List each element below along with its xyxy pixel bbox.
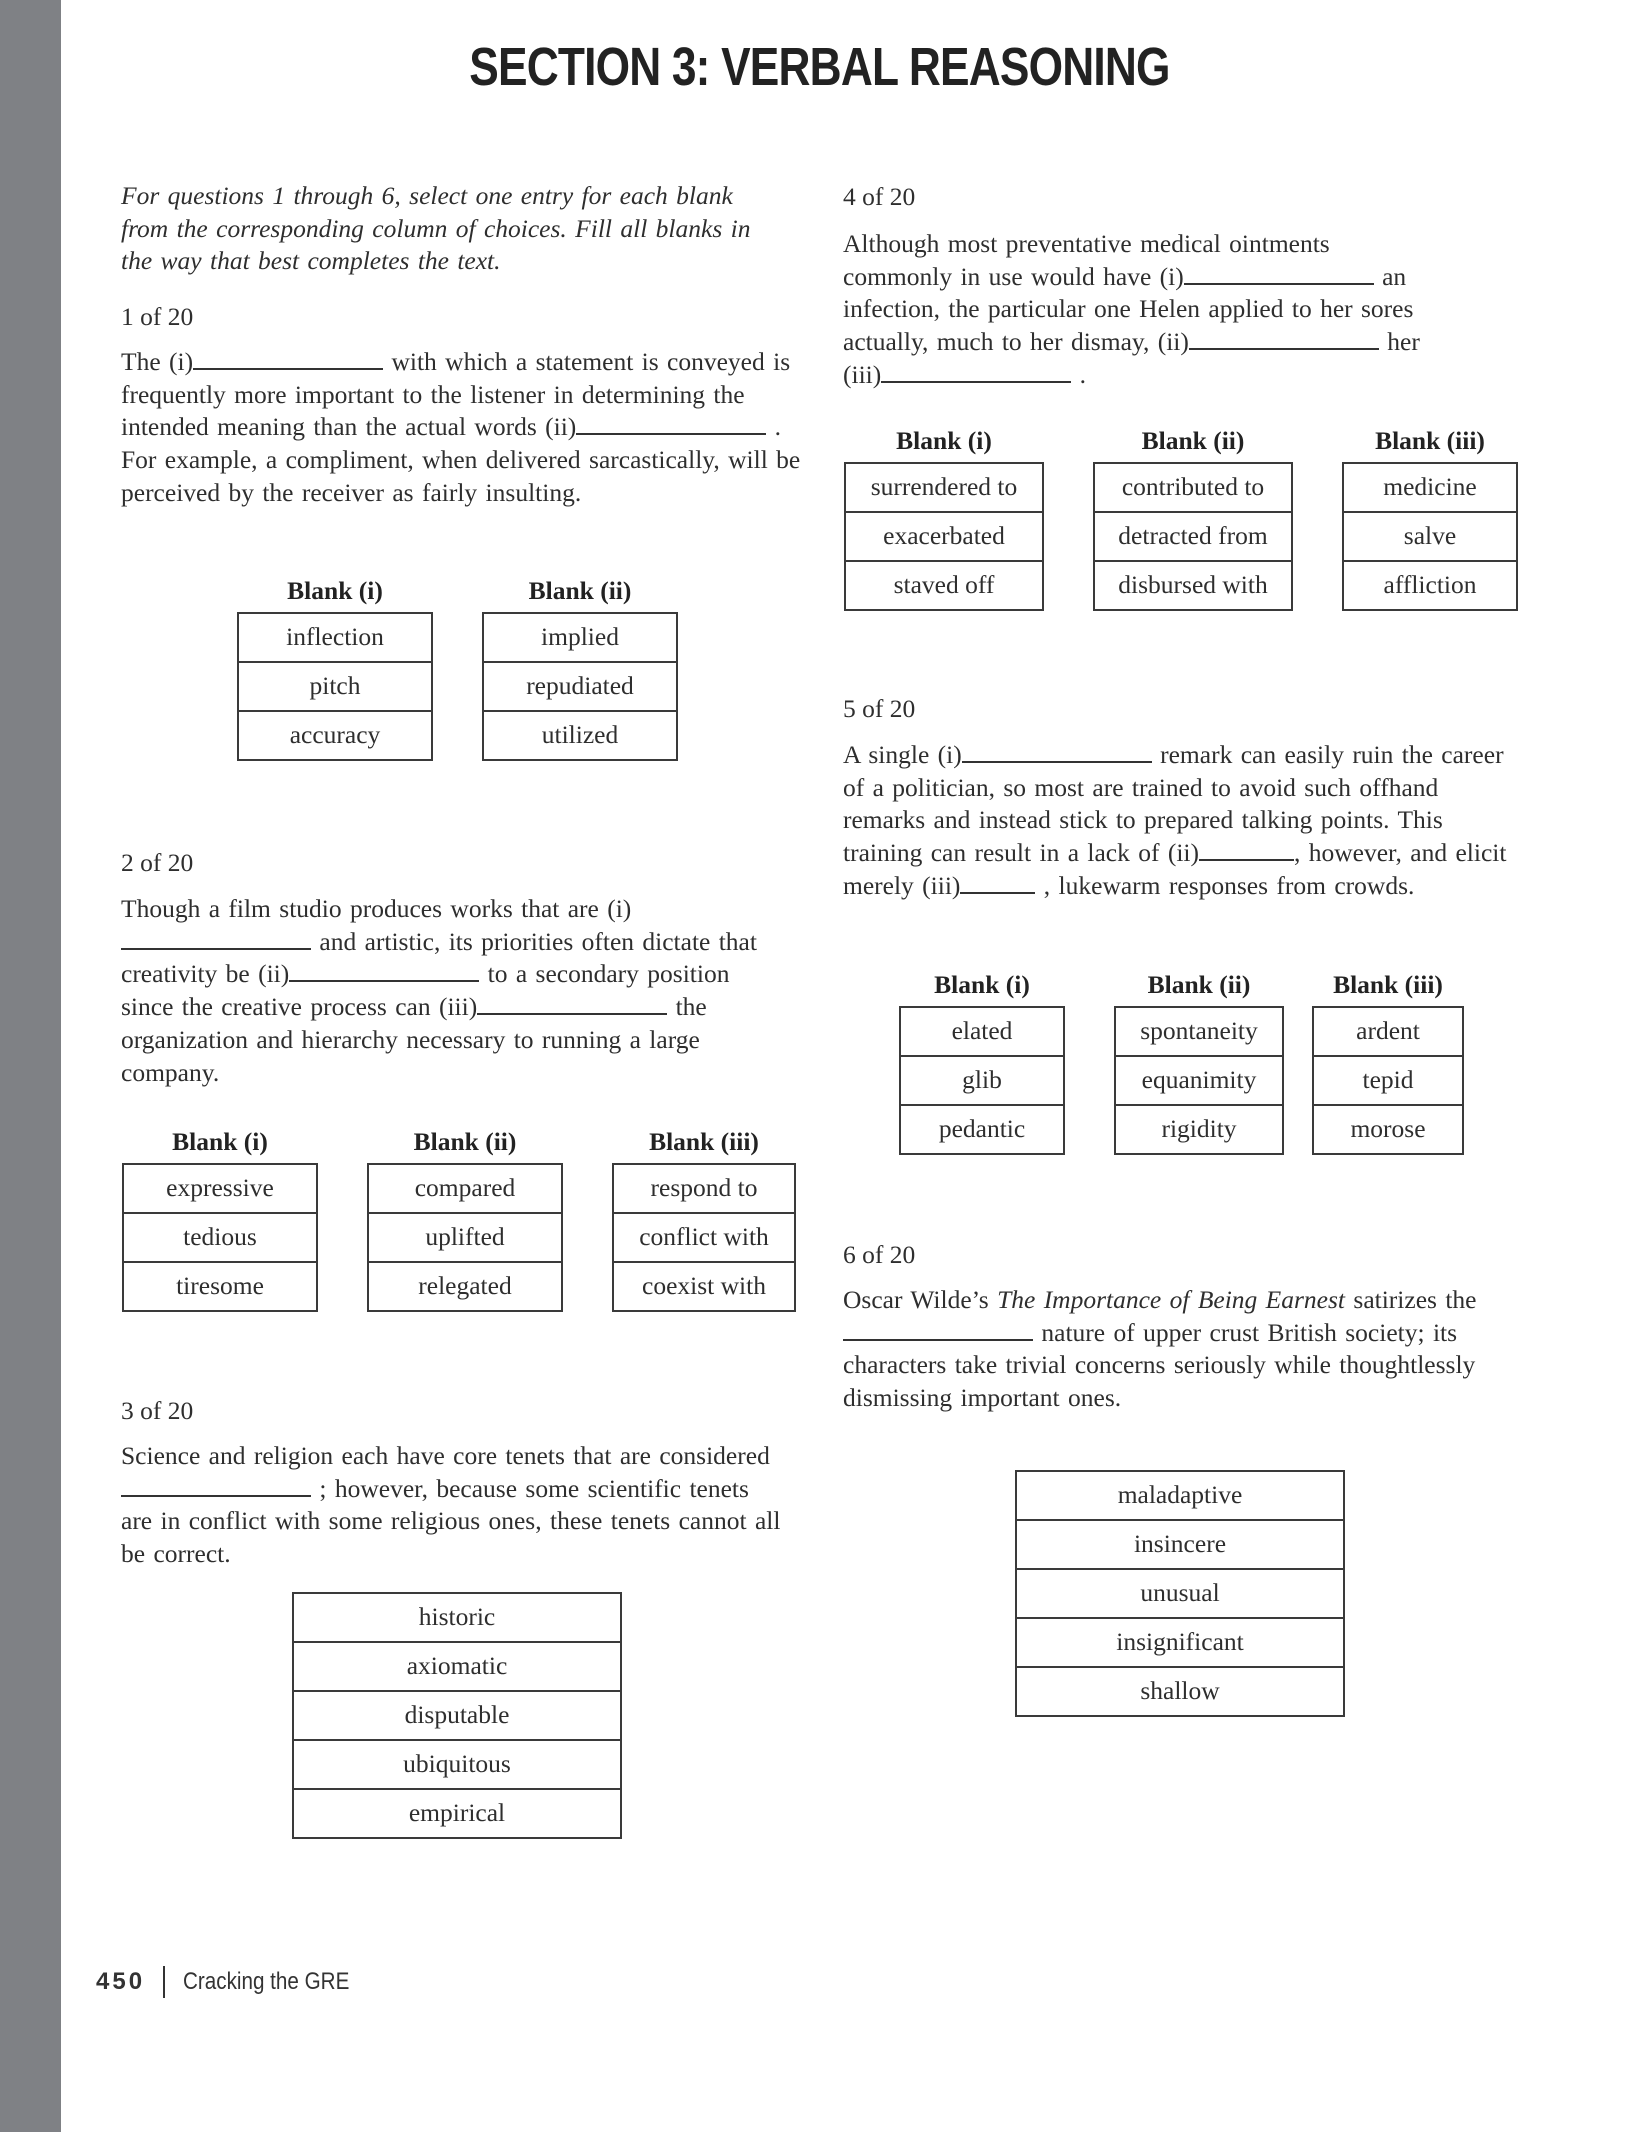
column-header: Blank (ii) [528, 576, 632, 605]
answer-option[interactable]: accuracy [239, 710, 431, 759]
text-segment: . For example, a compliment, when delivered sarcastically, will be perceived by the receiver as fairly insulting. [121, 412, 801, 507]
q1-blank-ii-column [482, 574, 678, 761]
blank-iii [960, 870, 1035, 894]
blank-i [1184, 261, 1374, 285]
text-segment: Science and religion each have core tenets that are considered [121, 1441, 770, 1470]
column-header: Blank (i) [934, 970, 1030, 999]
answer-option[interactable]: ardent [1356, 1016, 1420, 1045]
blank [121, 1473, 311, 1497]
text-segment: The (i) [121, 347, 194, 376]
blank [843, 1317, 1033, 1341]
column-header: Blank (i) [172, 1127, 268, 1156]
answer-option[interactable]: equanimity [1116, 1055, 1282, 1104]
answer-option[interactable]: historic [418, 1602, 496, 1631]
answer-option[interactable]: rigidity [1116, 1104, 1282, 1153]
column-header: Blank (ii) [413, 1127, 517, 1156]
answer-option[interactable]: implied [541, 622, 619, 651]
answer-option[interactable]: morose [1314, 1104, 1462, 1153]
options-box [1015, 1470, 1345, 1717]
question-4-text [843, 228, 1443, 392]
answer-option[interactable]: pedantic [901, 1104, 1063, 1153]
answer-option[interactable]: utilized [484, 710, 676, 759]
question-2-text [121, 893, 761, 1089]
answer-option[interactable]: contributed to [1121, 472, 1265, 501]
answer-option[interactable]: respond to [650, 1173, 758, 1202]
text-segment: ; however, because some scientific tenets are in conflict with some religious ones, these tenets cannot all be correct. [121, 1473, 781, 1569]
blank-iii [881, 359, 1071, 383]
text-segment: , however, and elicit merely (iii) [843, 838, 1507, 900]
q2-blank-ii-column [367, 1125, 563, 1312]
q5-blank-ii-column [1114, 968, 1284, 1155]
options-box [1114, 1006, 1284, 1155]
options-box [292, 1592, 622, 1839]
text-segment: with which a statement is conveyed is frequently more important to the listener in determining the intended meaning than the actual words (ii) [121, 347, 791, 442]
answer-option[interactable]: glib [901, 1055, 1063, 1104]
answer-option[interactable]: staved off [846, 560, 1042, 609]
q3-choices-column [292, 1592, 622, 1839]
answer-option[interactable]: uplifted [369, 1212, 561, 1261]
options-box [899, 1006, 1065, 1155]
column-header: Blank (i) [287, 576, 383, 605]
answer-option[interactable]: relegated [369, 1261, 561, 1310]
text-segment: A single (i) [843, 740, 962, 769]
question-1-text [121, 346, 801, 510]
answer-option[interactable]: surrendered to [870, 472, 1018, 501]
text-segment: Although most preventative medical ointments commonly in use would have (i) [843, 229, 1330, 291]
answer-option[interactable]: unusual [1017, 1568, 1343, 1617]
text-segment: her (iii) [843, 327, 1420, 389]
answer-option[interactable]: inflection [286, 622, 384, 651]
answer-option[interactable]: repudiated [484, 661, 676, 710]
instructions: For questions 1 through 6, select one entry for each blank from the corresponding column of choices. Fill all blanks in the way that best completes the text. [121, 181, 751, 276]
answer-option[interactable]: detracted from [1095, 511, 1291, 560]
text-segment: . [1071, 359, 1086, 389]
answer-option[interactable]: spontaneity [1140, 1016, 1258, 1045]
column-header: Blank (ii) [1147, 970, 1251, 999]
question-3-text [121, 1440, 781, 1571]
q4-blank-i-column [844, 424, 1044, 611]
q4-blank-iii-column [1342, 424, 1518, 611]
options-box [844, 462, 1044, 611]
answer-option[interactable]: tedious [124, 1212, 316, 1261]
question-number: 5 of 20 [843, 694, 916, 723]
answer-option[interactable]: conflict with [614, 1212, 794, 1261]
answer-option[interactable]: exacerbated [846, 511, 1042, 560]
blank-iii [477, 991, 667, 1015]
blank-i [962, 739, 1152, 763]
answer-option[interactable]: tiresome [124, 1261, 316, 1310]
q1-blank-i-column [237, 574, 433, 761]
answer-option[interactable]: insignificant [1017, 1617, 1343, 1666]
blank-ii [1199, 837, 1294, 861]
answer-option[interactable]: medicine [1383, 472, 1477, 501]
blank-i [121, 926, 311, 950]
question-number: 6 of 20 [843, 1240, 916, 1269]
q2-blank-i-column [122, 1125, 318, 1312]
text-segment: an infection, the particular one Helen applied to her sores actually, much to her dismay, (ii) [843, 261, 1414, 357]
column-header: Blank (iii) [1375, 426, 1485, 455]
answer-option[interactable]: empirical [294, 1788, 620, 1837]
answer-option[interactable]: affliction [1344, 560, 1516, 609]
question-number: 1 of 20 [121, 302, 194, 331]
options-box [1342, 462, 1518, 611]
q6-choices-column [1015, 1470, 1345, 1717]
answer-option[interactable]: disbursed with [1095, 560, 1291, 609]
text-segment: Oscar Wilde’s [843, 1285, 998, 1314]
text-segment: and artistic, its priorities often dictate that creativity be (ii) [121, 926, 757, 989]
column-header: Blank (iii) [649, 1127, 759, 1156]
text-segment: the organization and hierarchy necessary to running a large company. [121, 992, 707, 1087]
text-segment: to a secondary position since the creative process can (iii) [121, 959, 730, 1022]
book-title: Cracking the GRE [182, 1968, 349, 1995]
column-header: Blank (iii) [1333, 970, 1443, 999]
answer-option[interactable]: pitch [239, 661, 431, 710]
text-segment: satirizes the [1345, 1285, 1477, 1314]
text-segment: remark can easily ruin the career of a politician, so most are trained to avoid such offhand remarks and instead stick to prepared talking points. This training can result in a lack of (ii) [843, 740, 1504, 868]
text-segment: Though a film studio produces works that are (i) [121, 894, 632, 923]
blank-ii [289, 958, 479, 982]
options-box [1312, 1006, 1464, 1155]
blank-ii [576, 411, 766, 435]
question-5-text [843, 739, 1523, 903]
answer-option[interactable]: insincere [1017, 1519, 1343, 1568]
page-edge-bar [0, 0, 61, 2132]
options-box [367, 1163, 563, 1312]
question-number: 3 of 20 [121, 1396, 194, 1425]
blank-ii [1189, 326, 1379, 350]
answer-option[interactable]: disputable [294, 1690, 620, 1739]
answer-option[interactable]: tepid [1314, 1055, 1462, 1104]
q2-blank-iii-column [612, 1125, 796, 1312]
page-number: 450 [96, 1968, 146, 1995]
options-box [122, 1163, 318, 1312]
answer-option[interactable]: coexist with [614, 1261, 794, 1310]
question-number: 4 of 20 [843, 182, 916, 211]
answer-option[interactable]: shallow [1017, 1666, 1343, 1715]
options-box [612, 1163, 796, 1312]
question-number: 2 of 20 [121, 848, 194, 877]
column-header: Blank (ii) [1141, 426, 1245, 455]
answer-option[interactable]: axiomatic [294, 1641, 620, 1690]
page-title: SECTION 3: VERBAL REASONING [469, 37, 1170, 97]
blank-i [193, 346, 383, 370]
answer-option[interactable]: salve [1344, 511, 1516, 560]
text-segment: nature of upper crust British society; its characters take trivial concerns seriously while thoughtlessly dismissing important ones. [843, 1317, 1476, 1413]
answer-option[interactable]: compared [414, 1173, 516, 1202]
q5-blank-i-column [899, 968, 1065, 1155]
footer-divider [163, 1966, 165, 1998]
q4-blank-ii-column [1093, 424, 1293, 611]
answer-option[interactable]: elated [951, 1016, 1013, 1045]
options-box [237, 612, 433, 761]
column-header: Blank (i) [896, 426, 992, 455]
answer-option[interactable]: ubiquitous [294, 1739, 620, 1788]
options-box [482, 612, 678, 761]
book-title-italic: The Importance of Being Earnest [997, 1285, 1346, 1314]
text-segment: , lukewarm responses from crowds. [1035, 870, 1415, 900]
options-box [1093, 462, 1293, 611]
answer-option[interactable]: expressive [166, 1173, 274, 1202]
answer-option[interactable]: maladaptive [1117, 1480, 1243, 1509]
q5-blank-iii-column [1312, 968, 1464, 1155]
question-6-text [843, 1284, 1483, 1415]
page-footer [96, 1966, 376, 1998]
